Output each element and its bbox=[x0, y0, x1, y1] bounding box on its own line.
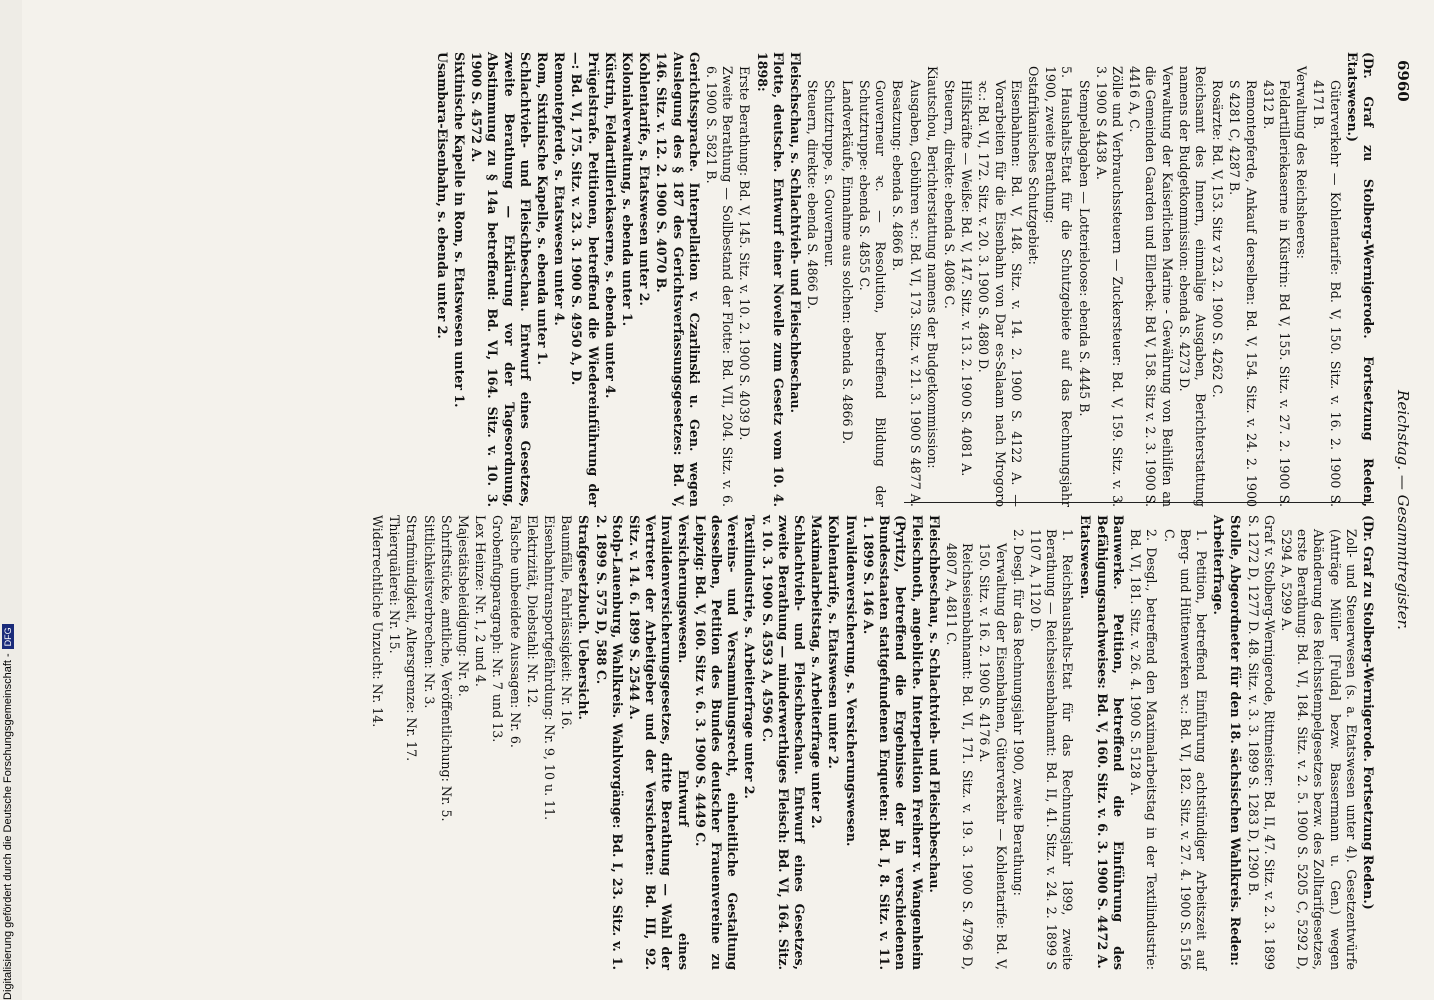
page-header bbox=[1390, 60, 1412, 960]
index-entry: Steuern, direkte: ebenda S. 4086 C. bbox=[941, 80, 957, 309]
index-entry: (Dr. Graf zu Stolberg-Wernigerode. Fortsetzung Reden, Etatswesen.) bbox=[1344, 52, 1376, 507]
index-entry: Zweite Berathung — Sollbestand der Flotte: Bd. VII, 204. Sitz. v. 6. 6. 1900 S. 5821 B. bbox=[704, 66, 736, 507]
index-entry: Hilfskräfte — Weiße: Bd. V, 147. Sitz. v. 13. 2. 1900 S. 4081 A. bbox=[959, 80, 975, 477]
index-entry: Elektrizität, Diebstahl: Nr. 12. bbox=[524, 515, 540, 708]
index-entry: Landverkäufe, Einnahme aus solchen: ebenda S. 4866 D. bbox=[839, 80, 855, 445]
index-entry: Sittlichkeitsverbrechen: Nr. 3. bbox=[421, 515, 437, 709]
index-entry: Gouverneur ꝛc. — Resolution, betreffend Bildung der Schutztruppe: ebenda S. 4855 C. bbox=[856, 80, 889, 507]
index-entry: Majestätsbeleidigung: Nr. 8. bbox=[456, 515, 472, 697]
index-entry: Etatswesen. bbox=[1077, 515, 1093, 599]
index-entry: Prügelstrafe. Petitionen, betreffend die Wiedereinführung der —: Bd. VI, 175. Sitz. v. 23. 3. 1900 S. 4950 A, D. bbox=[569, 52, 601, 507]
index-entry: Verwaltung der Kaiserlichen Marine - Gewährung von Beihilfen an die Gemeinden Gaarden und Ellerbek: Bd V, 158. Sitz v. 2. 3. 1900 S. 4416 A, C. bbox=[1127, 66, 1175, 507]
index-entry: Eisenbahntransportgefährdung: Nr. 9, 10 u. 11. bbox=[542, 515, 558, 821]
left-column bbox=[433, 52, 1376, 507]
index-entry: Baumfälle, Fahrlässigkeit: Nr. 16. bbox=[559, 515, 575, 730]
index-entry: Besatzung: ebenda S. 4866 B. bbox=[890, 80, 906, 272]
index-entry: Ostafrikanisches Schutzgebiet: bbox=[1025, 66, 1041, 265]
index-entry: Grobenfugparagraph: Nr. 7 und 13. bbox=[490, 515, 506, 743]
index-entry: Kohlentarife, s. Etatswesen unter 2. bbox=[637, 52, 653, 306]
index-entry: Rosärzte: Bd. V, 153. Sitz v 23. 2. 1900 S. 4262 C. bbox=[1210, 80, 1226, 398]
index-entry: 2. Desgl., betreffend den Maximalarbeitstag in der Textilindustrie: Bd. VI, 181. Sitz. v. 26. 4. 1900 S. 5128 A. bbox=[1128, 529, 1160, 970]
index-entry: 1. Reichshaushalts-Etat für das Rechnungsjahr 1899, zweite Berathung — Reichseisenbahnamt: Bd. II, 41. Sitz. v. 24. 2. 1899 S 1107 A, 1120 D. bbox=[1027, 529, 1076, 970]
index-entry: Schutztruppe, s. Gouverneur. bbox=[822, 80, 838, 268]
index-entry: Widerrechtliche Unzucht: Nr. 14. bbox=[370, 515, 386, 728]
index-entry: Fleischbeschau, s. Schlachtvieh- und Fleischbeschau. bbox=[926, 515, 942, 893]
page-number: 6960 bbox=[1394, 60, 1412, 102]
index-entry: Maximalarbeitstag, s. Arbeiterfrage unter 2. bbox=[809, 515, 825, 829]
index-entry: Flotte, deutsche. Entwurf einer Novelle zum Gesetz vom 10. 4. 1898: bbox=[754, 52, 786, 507]
index-entry: Versicherungswesen. Entwurf eines Invalidenversicherungsgesetzes, dritte Berathung — Wahl der Vertreter der Arbeitgeber und der Versicherten: Bd. III, 92. Sitz. v. 14. 6. 1899 S. 2544 A. bbox=[627, 515, 691, 970]
index-entry: Thierquälerei: Nr. 15. bbox=[387, 515, 403, 654]
index-entry: Ausgaben, Gebühren ꝛc.: Bd. VI, 173. Sitz. v. 21. 3. 1900 S 4877 A. bbox=[907, 80, 923, 507]
index-entry: Zölle und Verbrauchssteuern — Zuckersteuer: Bd. V, 159. Sitz. v. 3. 3. 1900 S 4438 A. bbox=[1093, 66, 1125, 507]
index-entry: Stolp-Lauenburg, Wahlkreis. Wahlvorgänge: Bd. I, 23. Sitz. v. 1. 2. 1899 S. 575 D, 588 C. bbox=[593, 515, 625, 970]
index-entry: Schlachtvieh- und Fleischbeschau. Entwurf eines Gesetzes, zweite Berathung — minderwerthiges Fleisch: Bd. VI, 164. Sitz. v. 10. 3. 1900 S. 4593 A, 4596 C. bbox=[759, 515, 808, 970]
index-entry: Falsche unbeeidete Aussagen: Nr. 6. bbox=[507, 515, 523, 748]
index-entry: Stempelabgaben — Lotterieloose: ebenda S. 4445 B. bbox=[1076, 80, 1092, 417]
index-entry: Remontepferde, Ankauf derselben: Bd. V, 154. Sitz. v. 24. 2. 1900 S 4281 C, 4287 B. bbox=[1227, 80, 1259, 507]
right-column bbox=[368, 515, 1376, 970]
index-entry: Lex Heinze: Nr. 1, 2 und 4. bbox=[473, 515, 489, 687]
index-entry: Verwaltung der Eisenbahnen, Güterverkehr — Kohlentarife: Bd. V, 150. Sitz. v. 16. 2. 1900 S. 4176 A. bbox=[977, 543, 1009, 970]
dfg-logo: DFG bbox=[2, 624, 14, 649]
index-entry: Sixtinische Kapelle in Rom, s. Etatswesen unter 1. bbox=[452, 52, 468, 408]
index-entry: Eisenbahnen: Bd. V, 148. Sitz. v. 14. 2. 1900 S. 4122 A. — Vorarbeiten für die Eisenbahn von Dar es-Salaam nach Mrogoro ꝛc.: Bd. VI, 172. Sitz. v. 20. 3. 1900 S. 4880 D. bbox=[976, 80, 1024, 507]
index-entry: Steuern, direkte: ebenda S. 4866 D. bbox=[805, 80, 821, 310]
index-entry: Güterverkehr — Kohlentarife: Bd. V, 150. Sitz. v. 16. 2. 1900 S. 4171 B. bbox=[1311, 80, 1343, 507]
index-entry: Fleischschau, s. Schlachtvieh- und Fleischbeschau. bbox=[788, 52, 804, 414]
index-entry: Fleischnoth, angebliche. Interpellation Freiherr v. Wangenheim (Pyritz), betreffend die Ergebnisse der in verschiedenen Bundesstaaten stattgefundenen Enqueten: Bd. I, 8. Sitz. v. 11. 1. 1899 S. 146 A. bbox=[860, 515, 925, 970]
index-entry: Feldartilleriekaserne in Küstrin: Bd V, 155. Sitz. v. 27. 2. 1900 S. 4312 B. bbox=[1260, 80, 1292, 507]
index-entry: 2. Desgl. für das Rechnungsjahr 1900, zweite Berathung: bbox=[1010, 529, 1026, 896]
index-entry: Gerichtssprache. Interpellation v. Czarlinski u. Gen. wegen Auslegung des § 187 des Gerichtsverfassungsgesetzes: Bd. V, 146. Sitz. v. 12. 2. 1900 S. 4070 B. bbox=[654, 52, 702, 507]
index-entry: Schlachtvieh- und Fleischbeschau. Entwurf eines Gesetzes, zweite Berathung — Erklärung vor der Tagesordnung, Abstimmung zu § 14a betreffend: Bd. VI, 164. Sitz. v. 10. 3. 1900 S. 4572 A. bbox=[469, 52, 533, 507]
index-entry: Küstrin, Feldartilleriekaserne, s. ebenda unter 4. bbox=[602, 52, 618, 399]
index-entry: Reichseisenbahnamt: Bd. VI, 171. Sitz. v. 19. 3. 1900 S. 4796 D, 4807 A, 4811 C. bbox=[943, 543, 976, 970]
index-entry: Stolle, Abgeordneter für den 18. sächsischen Wahlkreis. Reden: bbox=[1228, 515, 1244, 966]
index-entry: Strafmündigkeit, Altersgrenze: Nr. 17. bbox=[404, 515, 420, 762]
index-entry: Invalidenversicherung, s. Versicherungswesen. bbox=[843, 515, 859, 847]
index-entry: (Dr. Graf zu Stolberg-Wernigerode. Fortsetzung Reden.) bbox=[1361, 515, 1376, 910]
index-entry: 1. Petition, betreffend Einführung achtstündiger Arbeitszeit auf Berg- und Hüttenwerken ꝛc.: Bd. VI, 182. Sitz. v. 27. 4. 1900 S. 5156 C. bbox=[1161, 529, 1209, 970]
index-entry: Reichsamt des Innern, einmalige Ausgaben, Berichterstattung namens der Budgetkommission: ebenda S. 4273 D. bbox=[1176, 66, 1208, 507]
index-entry: Remontepferde, s. Etatswesen unter 4. bbox=[552, 52, 568, 326]
index-entry: Zoll- und Steuerwesen (s. a. Etatswesen unter 4). Gesetzentwürfe (Anträge Müller [Fulda] bezw. Bassermann u. Gen.) wegen Abänderung des Reichsstempelgesetzes bezw. des Zolltarifgesetzes, erste Berathung: Bd. VI, 184. Sitz. v. 2. 5. 1900 S. 5205 C, 5292 D, 5294 A, 5299 A. bbox=[1278, 529, 1359, 970]
index-entry: Vereins- und Versammlungsrecht, einheitliche Gestaltung desselben, Petition des Bundes deutscher Frauenvereine zu Leipzig: Bd. V, 160. Sitz v. 6. 3. 1900 S. 4449 C. bbox=[692, 515, 741, 970]
index-entry: Verwaltung des Reichsheeres: bbox=[1294, 66, 1310, 259]
index-entry: Usambara-Eisenbahn, s. ebenda unter 2. bbox=[434, 52, 450, 339]
index-entry: Schriftstücke, amtliche, Veröffentlichung: Nr. 5. bbox=[438, 515, 454, 822]
index-entry: Graf v. Stolberg-Wernigerode, Rittmeister: Bd. II, 47. Sitz. v. 2. 3. 1899 S. 1272 D, 1277 D. 48. Sitz. v. 3. 3. 1899 S. 1283 D, 1290 B. bbox=[1245, 515, 1277, 970]
index-entry: Bauwerke. Petition, betreffend die Einführung des Befähigungsnachweises: Bd. V, 160. Sitz. v. 6. 3. 1900 S. 4472 A. bbox=[1094, 515, 1126, 970]
index-entry: 5. Haushalts-Etat für die Schutzgebiete auf das Rechnungsjahr 1900, zweite Berathung: bbox=[1043, 66, 1075, 507]
index-entry: Kohlentarife, s. Etatswesen unter 2. bbox=[826, 515, 842, 769]
index-entry: Strafgesetzbuch. Uebersicht. bbox=[576, 515, 592, 720]
page-title: Reichstag. — Gesammtregister. bbox=[1394, 390, 1412, 630]
index-entry: Kolonialverwaltung, s. ebenda unter 1. bbox=[620, 52, 636, 327]
index-entry: Kiautschou, Berichterstattung namens der Budgetkommission: bbox=[924, 66, 940, 469]
index-entry: Erste Berathung: Bd. V, 145. Sitz. v. 10. 2. 1900 S. 4039 D. bbox=[737, 66, 753, 441]
funding-note-text: Digitalisierung gefördert durch die Deutsche Forschungsgemeinschaft - bbox=[2, 653, 14, 1000]
index-entry: Textilindustrie, s. Arbeiterfrage unter 2. bbox=[742, 515, 758, 799]
index-entry: Rom, Sixtinische Kapelle, s. ebenda unter 1. bbox=[535, 52, 551, 365]
index-entry: Arbeiterfrage. bbox=[1211, 515, 1227, 615]
